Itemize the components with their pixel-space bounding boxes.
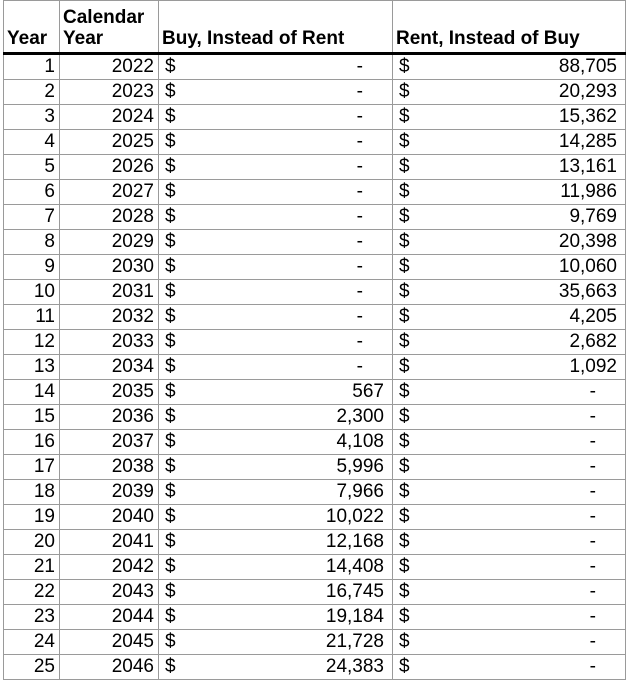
buy-cell[interactable] xyxy=(159,430,393,455)
buy-cell[interactable] xyxy=(159,205,393,230)
table-row xyxy=(4,205,626,230)
currency-symbol: $ xyxy=(165,381,176,402)
rent-amount: - xyxy=(589,581,596,602)
calendar-year-cell[interactable]: 2030 xyxy=(60,255,159,280)
currency-symbol: $ xyxy=(165,81,176,102)
currency-symbol: $ xyxy=(165,606,176,627)
currency-symbol: $ xyxy=(165,306,176,327)
year-cell[interactable]: 17 xyxy=(4,455,60,480)
buy-amount: - xyxy=(356,56,363,77)
currency-symbol: $ xyxy=(165,581,176,602)
buy-amount: 12,168 xyxy=(325,531,384,552)
year-cell[interactable]: 11 xyxy=(4,305,60,330)
calendar-year-cell[interactable]: 2031 xyxy=(60,280,159,305)
calendar-year-cell[interactable]: 2044 xyxy=(60,605,159,630)
rent-amount: 1,092 xyxy=(569,356,617,377)
table-row xyxy=(4,155,626,180)
buy-cell[interactable] xyxy=(159,155,393,180)
buy-cell[interactable] xyxy=(159,180,393,205)
buy-cell[interactable] xyxy=(159,605,393,630)
buy-cell[interactable] xyxy=(159,655,393,680)
buy-amount: - xyxy=(356,231,363,252)
rent-cell[interactable] xyxy=(393,605,626,630)
table-row xyxy=(4,54,626,80)
table-row xyxy=(4,180,626,205)
calendar-year-cell[interactable]: 2026 xyxy=(60,155,159,180)
currency-symbol: $ xyxy=(399,406,410,427)
buy-amount: 10,022 xyxy=(325,506,384,527)
currency-symbol: $ xyxy=(399,56,410,77)
currency-symbol: $ xyxy=(399,156,410,177)
rent-cell[interactable] xyxy=(393,130,626,155)
rent-cell[interactable] xyxy=(393,155,626,180)
currency-symbol: $ xyxy=(165,406,176,427)
table-row xyxy=(4,530,626,555)
rent-amount: - xyxy=(589,431,596,452)
rent-amount: 20,293 xyxy=(558,81,617,102)
table-row xyxy=(4,630,626,655)
table-row xyxy=(4,280,626,305)
calendar-year-cell[interactable]: 2034 xyxy=(60,355,159,380)
rent-amount: - xyxy=(589,481,596,502)
rent-cell[interactable] xyxy=(393,330,626,355)
rent-amount: - xyxy=(589,656,596,677)
rent-amount: - xyxy=(589,631,596,652)
rent-cell[interactable] xyxy=(393,630,626,655)
buy-cell[interactable] xyxy=(159,355,393,380)
rent-amount: 9,769 xyxy=(569,206,617,227)
rent-amount: - xyxy=(589,506,596,527)
currency-symbol: $ xyxy=(165,106,176,127)
currency-symbol: $ xyxy=(399,356,410,377)
buy-amount: 2,300 xyxy=(336,406,384,427)
calendar-year-cell[interactable]: 2042 xyxy=(60,555,159,580)
rent-amount: 88,705 xyxy=(558,56,617,77)
currency-symbol: $ xyxy=(399,256,410,277)
buy-amount: - xyxy=(356,131,363,152)
currency-symbol: $ xyxy=(399,531,410,552)
year-cell[interactable]: 1 xyxy=(4,54,60,80)
table-row xyxy=(4,455,626,480)
table-row xyxy=(4,230,626,255)
header-rent[interactable]: Rent, Instead of Buy xyxy=(393,1,626,54)
table-row xyxy=(4,355,626,380)
buy-amount: 16,745 xyxy=(325,581,384,602)
table-row xyxy=(4,305,626,330)
currency-symbol: $ xyxy=(399,381,410,402)
rent-cell[interactable] xyxy=(393,480,626,505)
year-cell[interactable]: 23 xyxy=(4,605,60,630)
header-row xyxy=(4,1,626,54)
year-cell[interactable]: 3 xyxy=(4,105,60,130)
buy-amount: - xyxy=(356,206,363,227)
currency-symbol: $ xyxy=(165,331,176,352)
rent-cell[interactable] xyxy=(393,305,626,330)
currency-symbol: $ xyxy=(165,656,176,677)
currency-symbol: $ xyxy=(399,606,410,627)
buy-cell[interactable] xyxy=(159,130,393,155)
currency-symbol: $ xyxy=(165,531,176,552)
buy-amount: - xyxy=(356,181,363,202)
year-cell[interactable]: 15 xyxy=(4,405,60,430)
rent-cell[interactable] xyxy=(393,380,626,405)
buy-amount: 567 xyxy=(352,381,384,402)
rent-cell[interactable] xyxy=(393,505,626,530)
rent-amount: - xyxy=(589,381,596,402)
table-row xyxy=(4,130,626,155)
header-calendar-year[interactable]: Calendar Year xyxy=(60,1,159,54)
rent-cell[interactable] xyxy=(393,655,626,680)
buy-cell[interactable] xyxy=(159,105,393,130)
currency-symbol: $ xyxy=(165,356,176,377)
year-cell[interactable]: 9 xyxy=(4,255,60,280)
rent-amount: - xyxy=(589,531,596,552)
table-row xyxy=(4,580,626,605)
spreadsheet xyxy=(3,0,625,680)
rent-amount: - xyxy=(589,556,596,577)
currency-symbol: $ xyxy=(165,56,176,77)
buy-cell[interactable] xyxy=(159,480,393,505)
currency-symbol: $ xyxy=(165,556,176,577)
header-buy[interactable]: Buy, Instead of Rent xyxy=(159,1,393,54)
buy-amount: - xyxy=(356,356,363,377)
table-row xyxy=(4,505,626,530)
calendar-year-cell[interactable]: 2037 xyxy=(60,430,159,455)
currency-symbol: $ xyxy=(399,456,410,477)
calendar-year-cell[interactable]: 2023 xyxy=(60,80,159,105)
header-year[interactable]: Year xyxy=(4,1,60,54)
buy-vs-rent-table xyxy=(3,0,626,680)
currency-symbol: $ xyxy=(399,331,410,352)
buy-cell[interactable] xyxy=(159,580,393,605)
year-cell[interactable]: 22 xyxy=(4,580,60,605)
year-cell[interactable]: 18 xyxy=(4,480,60,505)
currency-symbol: $ xyxy=(165,631,176,652)
rent-amount: - xyxy=(589,406,596,427)
calendar-year-cell[interactable]: 2040 xyxy=(60,505,159,530)
buy-amount: 7,966 xyxy=(336,481,384,502)
buy-cell[interactable] xyxy=(159,230,393,255)
table-row xyxy=(4,255,626,280)
currency-symbol: $ xyxy=(399,431,410,452)
calendar-year-cell[interactable]: 2045 xyxy=(60,630,159,655)
rent-amount: 35,663 xyxy=(558,281,617,302)
currency-symbol: $ xyxy=(399,556,410,577)
year-cell[interactable]: 7 xyxy=(4,205,60,230)
buy-amount: - xyxy=(356,106,363,127)
currency-symbol: $ xyxy=(165,206,176,227)
currency-symbol: $ xyxy=(399,631,410,652)
currency-symbol: $ xyxy=(165,281,176,302)
rent-cell[interactable] xyxy=(393,54,626,80)
rent-amount: 10,060 xyxy=(558,256,617,277)
rent-amount: 13,161 xyxy=(558,156,617,177)
buy-cell[interactable] xyxy=(159,330,393,355)
rent-amount: 4,205 xyxy=(569,306,617,327)
calendar-year-cell[interactable]: 2028 xyxy=(60,205,159,230)
currency-symbol: $ xyxy=(165,456,176,477)
year-cell[interactable]: 4 xyxy=(4,130,60,155)
currency-symbol: $ xyxy=(399,481,410,502)
calendar-year-cell[interactable]: 2036 xyxy=(60,405,159,430)
currency-symbol: $ xyxy=(399,656,410,677)
rent-amount: 20,398 xyxy=(558,231,617,252)
currency-symbol: $ xyxy=(399,131,410,152)
buy-cell[interactable] xyxy=(159,530,393,555)
table-row xyxy=(4,655,626,680)
calendar-year-cell[interactable]: 2038 xyxy=(60,455,159,480)
year-cell[interactable]: 13 xyxy=(4,355,60,380)
rent-amount: 11,986 xyxy=(560,181,617,202)
rent-cell[interactable] xyxy=(393,105,626,130)
currency-symbol: $ xyxy=(165,256,176,277)
buy-cell[interactable] xyxy=(159,630,393,655)
table-row xyxy=(4,605,626,630)
rent-amount: - xyxy=(589,456,596,477)
rent-amount: 2,682 xyxy=(569,331,617,352)
table-row xyxy=(4,405,626,430)
currency-symbol: $ xyxy=(165,506,176,527)
rent-amount: 14,285 xyxy=(558,131,617,152)
buy-cell[interactable] xyxy=(159,255,393,280)
year-cell[interactable]: 2 xyxy=(4,80,60,105)
buy-cell[interactable] xyxy=(159,305,393,330)
year-cell[interactable]: 24 xyxy=(4,630,60,655)
rent-amount: - xyxy=(589,606,596,627)
rent-cell[interactable] xyxy=(393,80,626,105)
table-row xyxy=(4,105,626,130)
rent-cell[interactable] xyxy=(393,280,626,305)
buy-cell[interactable] xyxy=(159,405,393,430)
calendar-year-cell[interactable]: 2043 xyxy=(60,580,159,605)
rent-cell[interactable] xyxy=(393,430,626,455)
table-row xyxy=(4,80,626,105)
rent-cell[interactable] xyxy=(393,455,626,480)
buy-amount: 14,408 xyxy=(325,556,384,577)
buy-amount: - xyxy=(356,331,363,352)
buy-amount: - xyxy=(356,81,363,102)
buy-cell[interactable] xyxy=(159,54,393,80)
year-cell[interactable]: 20 xyxy=(4,530,60,555)
table-row xyxy=(4,555,626,580)
rent-cell[interactable] xyxy=(393,180,626,205)
year-cell[interactable]: 14 xyxy=(4,380,60,405)
year-cell[interactable]: 6 xyxy=(4,180,60,205)
currency-symbol: $ xyxy=(165,481,176,502)
buy-cell[interactable] xyxy=(159,380,393,405)
buy-amount: 21,728 xyxy=(325,631,384,652)
calendar-year-cell[interactable]: 2029 xyxy=(60,230,159,255)
table-row xyxy=(4,430,626,455)
buy-cell[interactable] xyxy=(159,555,393,580)
calendar-year-cell[interactable]: 2041 xyxy=(60,530,159,555)
calendar-year-cell[interactable]: 2032 xyxy=(60,305,159,330)
calendar-year-cell[interactable]: 2035 xyxy=(60,380,159,405)
buy-amount: 19,184 xyxy=(325,606,384,627)
buy-amount: - xyxy=(356,156,363,177)
buy-amount: 5,996 xyxy=(336,456,384,477)
rent-cell[interactable] xyxy=(393,405,626,430)
calendar-year-cell[interactable]: 2027 xyxy=(60,180,159,205)
currency-symbol: $ xyxy=(399,231,410,252)
currency-symbol: $ xyxy=(399,181,410,202)
calendar-year-cell[interactable]: 2022 xyxy=(60,54,159,80)
rent-amount: 15,362 xyxy=(558,106,617,127)
currency-symbol: $ xyxy=(399,506,410,527)
calendar-year-cell[interactable]: 2025 xyxy=(60,130,159,155)
table-row xyxy=(4,480,626,505)
buy-amount: 24,383 xyxy=(325,656,384,677)
buy-cell[interactable] xyxy=(159,80,393,105)
year-cell[interactable]: 16 xyxy=(4,430,60,455)
currency-symbol: $ xyxy=(399,81,410,102)
buy-cell[interactable] xyxy=(159,505,393,530)
currency-symbol: $ xyxy=(399,581,410,602)
currency-symbol: $ xyxy=(399,106,410,127)
currency-symbol: $ xyxy=(165,156,176,177)
year-cell[interactable]: 8 xyxy=(4,230,60,255)
rent-cell[interactable] xyxy=(393,355,626,380)
rent-cell[interactable] xyxy=(393,230,626,255)
year-cell[interactable]: 21 xyxy=(4,555,60,580)
table-row xyxy=(4,330,626,355)
year-cell[interactable]: 5 xyxy=(4,155,60,180)
rent-cell[interactable] xyxy=(393,205,626,230)
currency-symbol: $ xyxy=(399,206,410,227)
rent-cell[interactable] xyxy=(393,555,626,580)
buy-amount: - xyxy=(356,281,363,302)
year-cell[interactable]: 10 xyxy=(4,280,60,305)
rent-cell[interactable] xyxy=(393,580,626,605)
table-body xyxy=(4,54,626,680)
currency-symbol: $ xyxy=(399,281,410,302)
currency-symbol: $ xyxy=(165,431,176,452)
calendar-year-cell[interactable]: 2039 xyxy=(60,480,159,505)
year-cell[interactable]: 19 xyxy=(4,505,60,530)
buy-amount: 4,108 xyxy=(336,431,384,452)
calendar-year-cell[interactable]: 2024 xyxy=(60,105,159,130)
table-row xyxy=(4,380,626,405)
calendar-year-cell[interactable]: 2033 xyxy=(60,330,159,355)
buy-amount: - xyxy=(356,256,363,277)
year-cell[interactable]: 12 xyxy=(4,330,60,355)
rent-cell[interactable] xyxy=(393,255,626,280)
buy-cell[interactable] xyxy=(159,455,393,480)
buy-cell[interactable] xyxy=(159,280,393,305)
rent-cell[interactable] xyxy=(393,530,626,555)
currency-symbol: $ xyxy=(399,306,410,327)
year-cell[interactable]: 25 xyxy=(4,655,60,680)
currency-symbol: $ xyxy=(165,131,176,152)
buy-amount: - xyxy=(356,306,363,327)
currency-symbol: $ xyxy=(165,231,176,252)
currency-symbol: $ xyxy=(165,181,176,202)
calendar-year-cell[interactable]: 2046 xyxy=(60,655,159,680)
